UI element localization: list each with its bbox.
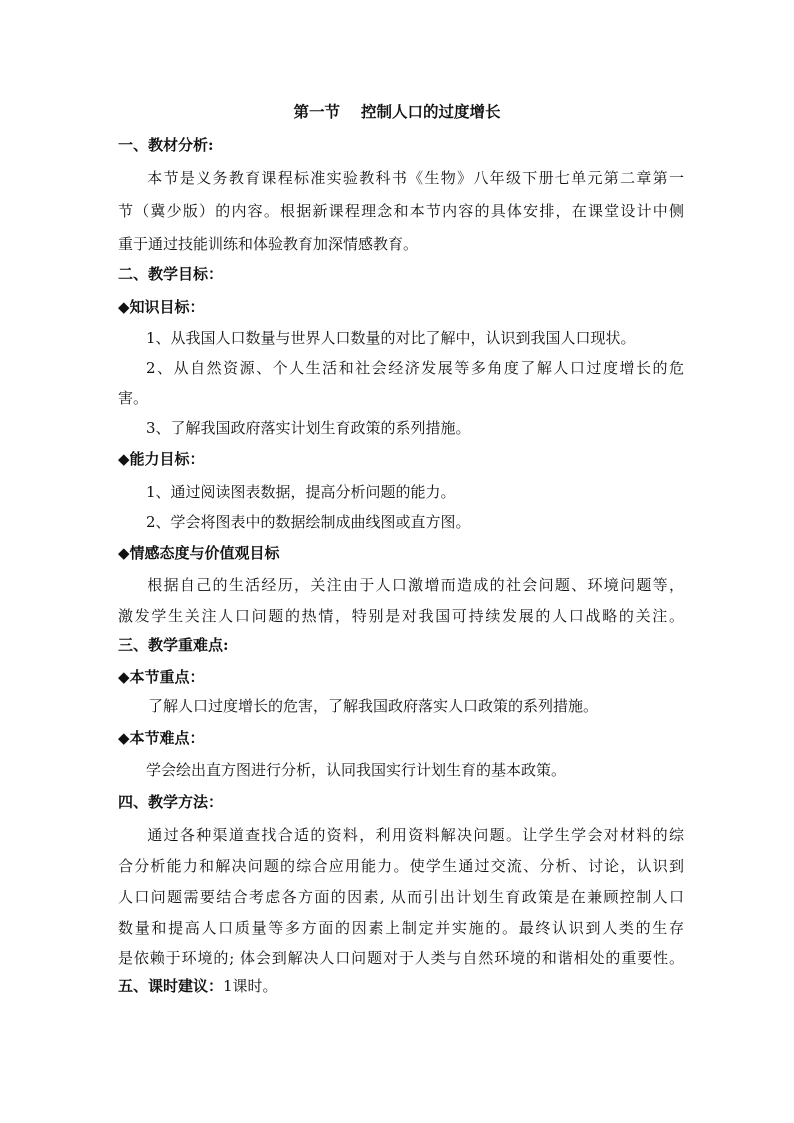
paragraph-line: 人口问题需要结合考虑各方面的因素, 从而引出计划生育政策是在兼顾控制人口: [118, 888, 684, 906]
section-heading-key-difficulties: 三、教学重难点:: [118, 636, 229, 654]
subheading-key-point: ◆本节重点：: [118, 668, 205, 686]
key-point-text: 了解人口过度增长的危害，了解我国政府落实人口政策的系列措施。: [148, 697, 599, 715]
paragraph-line: 是依赖于环境的; 体会到解决人口问题对于人类与自然环境的和谐相处的重要性。: [118, 949, 684, 967]
section-heading-teaching-methods: 四、教学方法：: [118, 793, 224, 811]
list-item: 2、从自然资源、个人生活和社会经济发展等多角度了解人口过度增长的危: [146, 359, 684, 377]
subheading-ability-objectives: ◆能力目标：: [118, 450, 205, 468]
class-hour-suggestion: [118, 977, 684, 995]
list-item: 1、通过阅读图表数据，提高分析问题的能力。: [146, 483, 456, 501]
paragraph-line: 数量和提高人口质量等多方面的因素上制定并实施的。最终认识到人类的生存: [118, 919, 684, 937]
section-heading-textbook-analysis: 一、教材分析:: [118, 136, 214, 154]
subheading-difficulty: ◆本节难点：: [118, 729, 205, 747]
section-heading-class-hours: 五、课时建议：: [118, 977, 224, 995]
page-title: 第一节 控制人口的过度增长: [293, 102, 501, 121]
list-item: 1、从我国人口数量与世界人口数量的对比了解中，认识到我国人口现状。: [146, 329, 636, 347]
list-item: 2、学会将图表中的数据绘制成曲线图或直方图。: [146, 513, 471, 531]
paragraph-line: 节（冀少版）的内容。根据新课程理念和本节内容的具体安排，在课堂设计中侧: [118, 202, 684, 220]
list-item: 3、了解我国政府落实计划生育政策的系列措施。: [146, 419, 471, 437]
paragraph-line: 合分析能力和解决问题的综合应用能力。使学生通过交流、分析、讨论，认识到: [118, 857, 684, 875]
difficulty-text: 学会绘出直方图进行分析，认同我国实行计划生育的基本政策。: [146, 761, 567, 779]
paragraph-line: 根据自己的生活经历，关注由于人口激增而造成的社会问题、环境问题等，: [146, 576, 684, 594]
list-item-continuation: 害。: [118, 389, 149, 407]
paragraph-line: 重于通过技能训练和体验教育加深情感教育。: [118, 235, 419, 253]
subheading-emotion-objectives: ◆情感态度与价值观目标: [118, 544, 280, 562]
paragraph-line: 通过各种渠道查找合适的资料，利用资料解决问题。让学生学会对材料的综: [146, 826, 684, 844]
paragraph-line: 激发学生关注人口问题的热情，特别是对我国可持续发展的人口战略的关注。: [118, 607, 684, 625]
class-hour-value: 1课时。: [223, 977, 278, 995]
section-heading-teaching-objectives: 二、教学目标：: [118, 265, 224, 283]
paragraph-line: 本节是义务教育课程标准实验教科书《生物》八年级下册七单元第二章第一: [146, 169, 684, 187]
subheading-knowledge-objectives: ◆知识目标：: [118, 298, 205, 316]
